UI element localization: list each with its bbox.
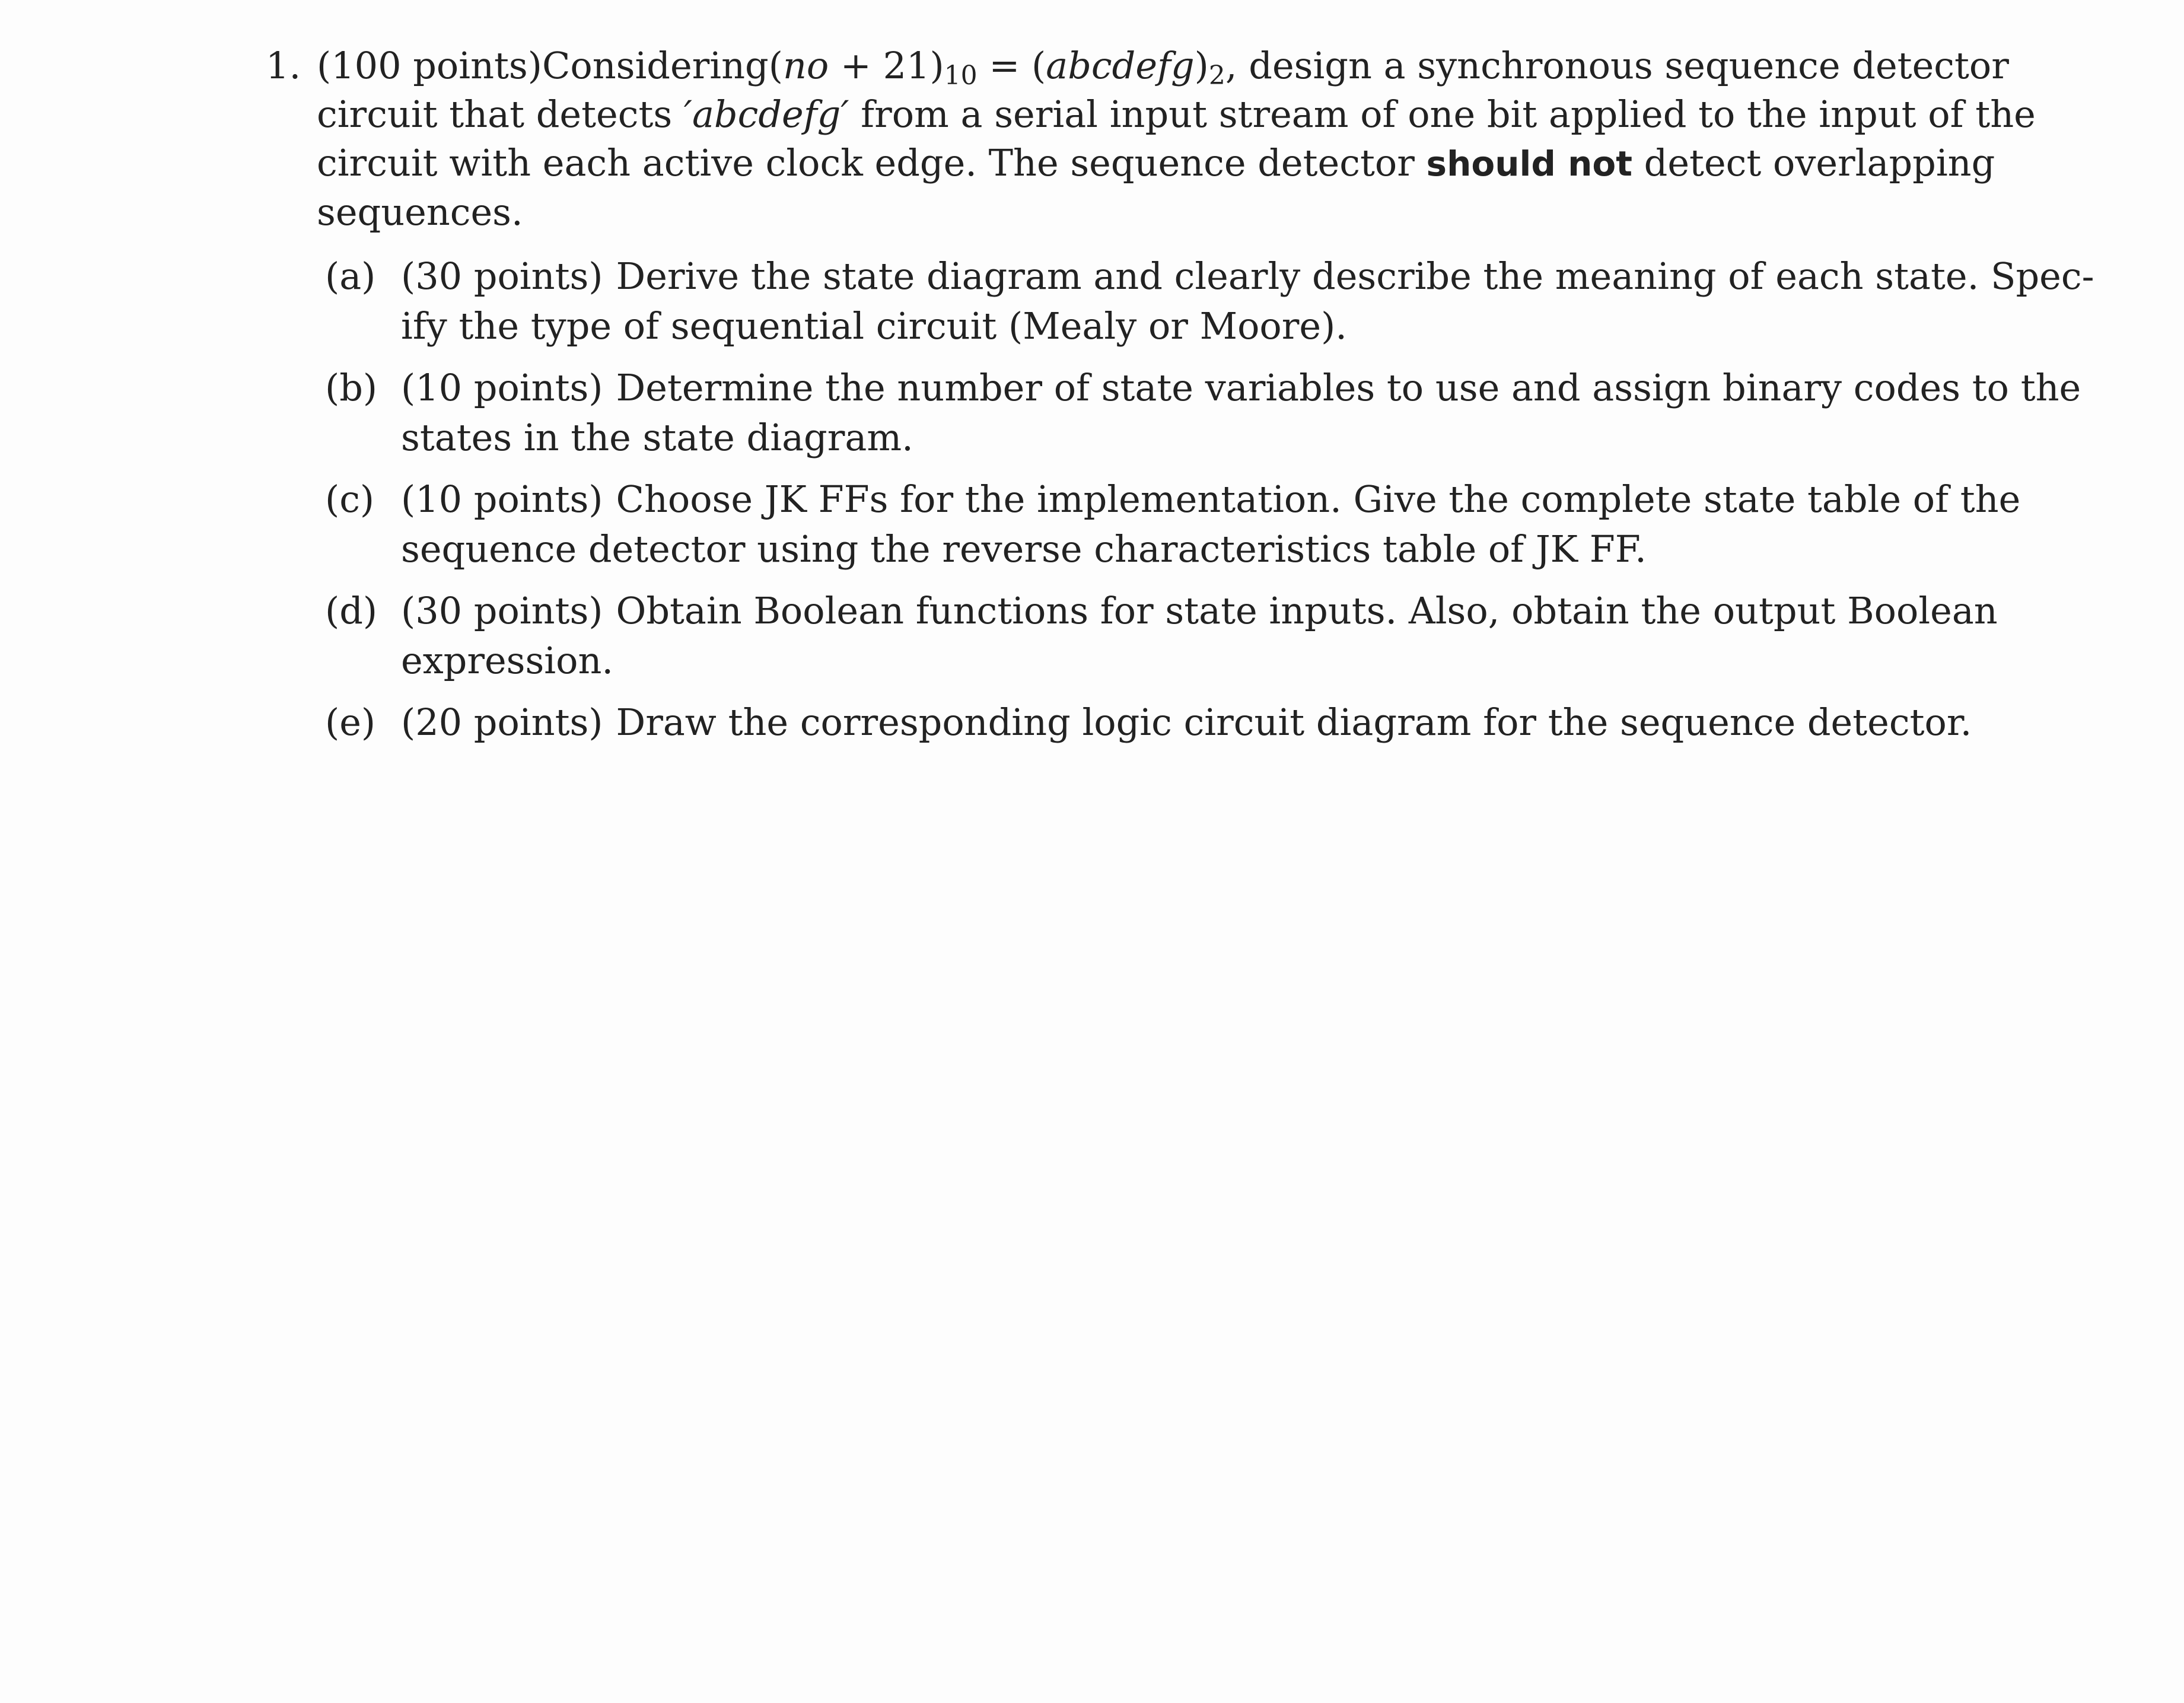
subpart-c — [325, 475, 2021, 574]
subpart-line-1: Draw the corresponding logic circuit diagram for the sequence detector. — [616, 701, 1972, 744]
subpart-points: (10 points) — [401, 366, 603, 409]
subpart-e — [325, 698, 1972, 747]
problem-1 — [266, 42, 2036, 237]
subpart-a-text — [401, 252, 2094, 301]
subpart-line-2: states in the state diagram. — [401, 416, 913, 459]
subpart-d-first-line — [325, 586, 1998, 636]
subpart-a — [325, 252, 2094, 351]
problem-line-4: sequences. — [317, 190, 523, 234]
expr-paren: ( — [768, 44, 783, 87]
subpart-b-first-line — [325, 363, 2081, 413]
problem-line-3-a: circuit with each active clock edge. The sequence detector — [317, 141, 1427, 184]
expr-right-vars: abcdefg — [1046, 44, 1195, 87]
problem-number: 1. — [266, 44, 301, 87]
subpart-e-text — [401, 698, 1972, 747]
subpart-points: (10 points) — [401, 478, 603, 521]
subpart-b-text — [401, 363, 2081, 413]
problem-line-1-tail: , design a synchronous sequence detector — [1225, 44, 2009, 87]
subpart-points: (30 points) — [401, 254, 603, 298]
subpart-line-2: sequence detector using the reverse characteristics table of JK FF. — [401, 527, 1647, 571]
subpart-d — [325, 586, 1998, 686]
problem-points: (100 points) — [317, 44, 542, 87]
subpart-line-1: Determine the number of state variables to use and assign binary codes to the — [616, 366, 2081, 409]
problem-line-3-b: detect overlapping — [1632, 141, 1995, 184]
subpart-label: (a) — [325, 254, 376, 298]
subpart-d-text — [401, 586, 1998, 636]
subpart-line-2: expression. — [401, 639, 614, 682]
problem-line-1 — [266, 42, 2009, 91]
subpart-line-2: ify the type of sequential circuit (Mealy or Moore). — [401, 304, 1347, 348]
subpart-c-text — [401, 475, 2020, 524]
expr-left-base: 10 — [944, 61, 978, 91]
subpart-label: (b) — [325, 366, 378, 409]
expr-paren: ( — [1031, 44, 1046, 87]
subpart-e-first-line — [325, 698, 1972, 747]
subpart-points: (30 points) — [401, 589, 603, 632]
problem-emphasis: should not — [1426, 144, 1632, 184]
subpart-line-1: Obtain Boolean functions for state inputs. Also, obtain the output Boolean — [616, 589, 1998, 632]
expr-equals: = — [977, 44, 1032, 87]
subparts-list — [325, 252, 2094, 759]
subpart-line-1: Derive the state diagram and clearly describe the meaning of each state. Spec- — [616, 254, 2094, 298]
subpart-label: (d) — [325, 589, 378, 632]
subpart-line-1: Choose JK FFs for the implementation. Give the complete state table of the — [616, 478, 2021, 521]
subpart-label: (e) — [325, 701, 376, 744]
subpart-points: (20 points) — [401, 701, 603, 744]
subpart-label: (c) — [325, 478, 375, 521]
subpart-c-first-line — [325, 475, 2021, 524]
problem-line-2 — [266, 90, 2036, 139]
problem-intro: Considering — [542, 44, 769, 87]
expr-paren: ) — [1194, 44, 1209, 87]
expr-right-base: 2 — [1208, 61, 1225, 91]
expr-left-rest: + 21) — [829, 44, 944, 87]
subpart-a-first-line — [325, 252, 2094, 301]
problem-line-3 — [266, 139, 1995, 188]
expr-left-vars: no — [782, 44, 829, 87]
problem-line-2-b: from a serial input stream of one bit applied to the input of the — [849, 93, 2036, 136]
problem-sequence: ′abcdefg′ — [683, 93, 849, 136]
subpart-b — [325, 363, 2081, 463]
problem-line-2-a: circuit that detects — [317, 93, 684, 136]
